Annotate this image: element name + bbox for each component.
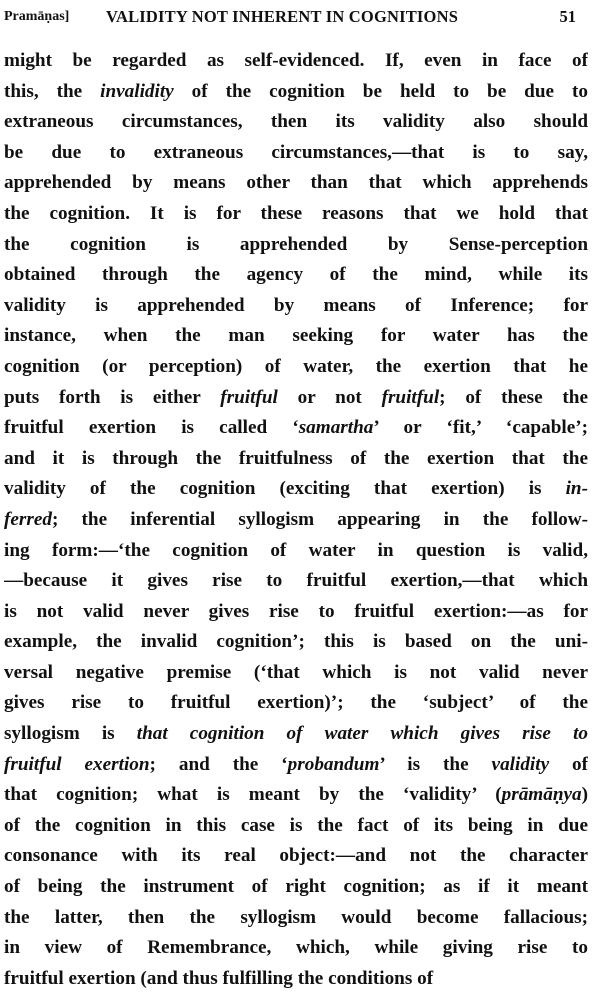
text-line [4, 750, 588, 781]
text-run: consonance with its real object:—and not the character [4, 845, 588, 867]
text-run: or not [277, 386, 382, 408]
text-line [4, 77, 588, 108]
text-line [4, 444, 588, 475]
text-run: puts forth is either [4, 386, 221, 408]
text-run: obtained through the agency of the mind, while its [4, 264, 588, 286]
text-line [4, 383, 588, 414]
italic-term: samartha [298, 417, 374, 439]
text-run: ; and the ‘ [149, 753, 288, 775]
text-line [4, 566, 588, 597]
text-run: that cognition; what is meant by the ‘validity’ ( [4, 784, 502, 806]
text-run: example, the invalid cognition’; this is based on the uni- [4, 631, 588, 653]
italic-term: ferred [4, 508, 52, 530]
text-line [4, 199, 588, 230]
italic-term: fruitful exertion [4, 753, 150, 775]
text-line [4, 413, 588, 444]
text-run: fruitful exertion is called ‘ [4, 417, 299, 439]
text-run: might be regarded as self-evidenced. If, even in face of [4, 50, 588, 71]
text-line [4, 597, 588, 628]
text-run: ’ or ‘fit,’ ‘capable’; [373, 417, 588, 439]
text-line [4, 107, 588, 138]
text-line [4, 168, 588, 199]
text-run: extraneous circumstances, then its validity also should [4, 111, 588, 133]
italic-term: fruitful [381, 386, 440, 408]
text-run: versal negative premise (‘that which is not valid never [4, 661, 588, 683]
text-run: instance, when the man seeking for water has the [4, 325, 588, 347]
text-line [4, 811, 588, 842]
text-run: ’ is the [379, 753, 492, 775]
italic-term: in- [565, 478, 588, 500]
text-line [4, 291, 588, 322]
text-run: cognition (or perception) of water, the exertion that he [4, 355, 588, 377]
italic-term: validity [491, 753, 550, 775]
text-line [4, 872, 588, 903]
text-line [4, 780, 588, 811]
running-head-section: Pramāṇas] [4, 9, 70, 24]
text-run: apprehended by means other than that which apprehends [4, 172, 588, 194]
text-line [4, 46, 588, 77]
text-line [4, 505, 588, 536]
text-run: and it is through the fruitfulness of the exertion that the [4, 447, 588, 469]
text-run: this, the [4, 80, 101, 102]
text-line [4, 627, 588, 658]
text-run: gives rise to fruitful exertion)’; the ‘subject’ of the [4, 692, 588, 714]
running-head [4, 4, 576, 30]
text-run: fruitful exertion (and thus fulfilling the conditions of [4, 967, 434, 989]
text-line [4, 688, 588, 719]
text-line [4, 352, 588, 383]
running-head-title: VALIDITY NOT INHERENT IN COGNITIONS [106, 7, 459, 26]
text-line [4, 964, 588, 994]
text-run: of the cognition be held to be due to [173, 80, 588, 102]
text-line [4, 260, 588, 291]
text-line [4, 536, 588, 567]
text-line [4, 903, 588, 934]
italic-term: prāmāṇya [501, 784, 582, 806]
text-line [4, 658, 588, 689]
text-run: of the cognition in this case is the fact of its being in due [4, 814, 588, 836]
text-run: —because it gives rise to fruitful exertion,—that which [4, 570, 588, 592]
body-text [4, 46, 588, 994]
italic-term: fruitful [220, 386, 278, 408]
text-run: the cognition. It is for these reasons that we hold that [4, 202, 588, 224]
text-run: the cognition is apprehended by Sense-perception [4, 233, 588, 255]
text-run: is not valid never gives rise to fruitful exertion:—as for [4, 600, 588, 622]
text-run: validity is apprehended by means of Inference; for [4, 294, 588, 316]
text-run: of being the instrument of right cognition; as if it meant [4, 876, 588, 898]
text-line [4, 933, 588, 964]
page-number: 51 [559, 7, 576, 26]
text-run: ing form:—‘the cognition of water in question is valid, [4, 539, 588, 561]
text-run: be due to extraneous circumstances,—that is to say, [4, 141, 588, 163]
italic-term: that cognition of water which gives rise to [136, 723, 588, 745]
text-line [4, 841, 588, 872]
text-line [4, 719, 588, 750]
italic-term: probandum [287, 753, 380, 775]
text-line [4, 230, 588, 261]
italic-term: invalidity [100, 80, 174, 102]
text-run: ) [581, 784, 588, 806]
text-line [4, 321, 588, 352]
text-run: the latter, then the syllogism would become fallacious; [4, 906, 588, 928]
text-run: ; of these the [439, 386, 588, 408]
text-line [4, 474, 588, 505]
text-run: ; the inferential syllogism appearing in the follow- [51, 508, 588, 530]
text-run: of [549, 753, 588, 775]
text-line [4, 138, 588, 169]
text-run: in view of Remembrance, which, while giving rise to [4, 937, 588, 959]
text-run: validity of the cognition (exciting that exertion) is [4, 478, 566, 500]
text-run: syllogism is [4, 723, 137, 745]
